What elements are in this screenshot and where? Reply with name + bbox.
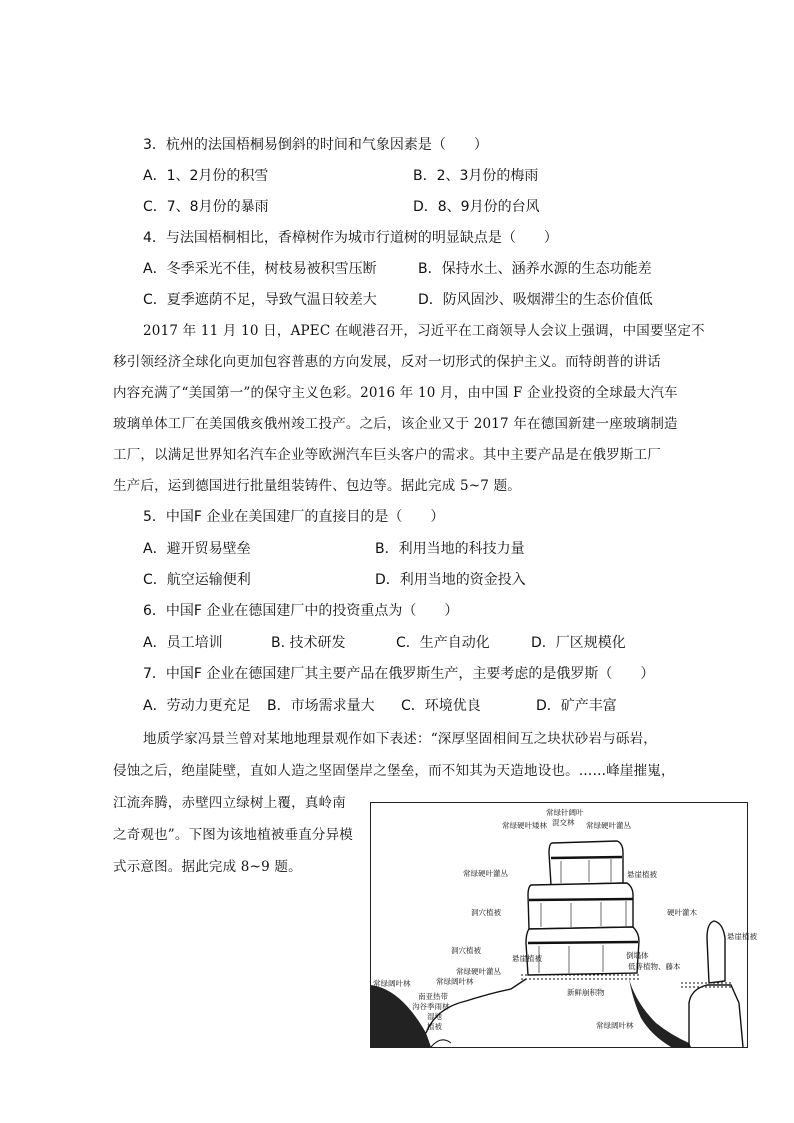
label-cliff-far-right: 悬崖植被 xyxy=(727,932,757,941)
vegetation-vertical-zonation-figure xyxy=(370,802,757,1048)
passage1-line-4: 玻璃单体工厂在美国俄亥俄州竣工投产。之后，该企业又于 2017 年在德国新建一座玻璃制造 xyxy=(113,416,678,432)
label-broadleaf-mid: 常绿阔叶林 xyxy=(436,977,474,986)
valley-floor xyxy=(431,1040,451,1047)
q5-option-d: D．利用当地的资金投入 xyxy=(375,572,526,588)
label-wetland2: 植被 xyxy=(427,1022,442,1031)
label-shrub-lower: 常绿硬叶灌丛 xyxy=(456,967,501,976)
label-shrub-top: 常绿硬叶灌丛 xyxy=(586,821,631,830)
passage2-line-1: 地质学家冯景兰曾对某地地理景观作如下表述：“深厚坚固相间互之块状砂岩与砾岩， xyxy=(143,731,658,747)
label-broadleaf-bottom: 常绿阔叶林 xyxy=(596,1021,634,1030)
question-4-stem: 4．与法国梧桐相比，香樟树作为城市行道树的明显缺点是（ ） xyxy=(143,230,558,246)
question-7-stem: 7．中国F 企业在德国建厂其主要产品在俄罗斯生产，主要考虑的是俄罗斯（ ） xyxy=(143,666,655,682)
label-cave-mid: 洞穴植被 xyxy=(451,946,481,955)
q6-option-c: C．生产自动化 xyxy=(396,635,490,651)
label-hard-shrub-right: 硬叶灌木 xyxy=(667,908,697,917)
label-south-sub1: 南亚热带 xyxy=(418,992,448,1001)
passage2-line-2: 侵蚀之后，绝崖陡壁，直如人造之坚固堡岸之堡垒，而不知其为天造地设也。……峰崖摧嵬， xyxy=(113,763,675,779)
passage1-line-2: 移引领经济全球化向更加包容普惠的方向发展，反对一切形式的保护主义。而特朗普的讲话 xyxy=(113,354,661,370)
q7-option-a: A．劳动力更充足 xyxy=(143,698,251,714)
q5-option-c: C．航空运输便利 xyxy=(143,572,251,588)
passage1-line-3: 内容充满了“美国第一”的保守主义色彩。2016 年 10 月，由中国 F 企业投资的全球最大汽车 xyxy=(113,385,678,401)
passage1-line-6: 生产后，运到德国进行批量组装铸件、包边等。据此完成 5~7 题。 xyxy=(113,478,521,494)
label-top1: 常绿针阔叶 xyxy=(546,808,584,817)
label-hard-forest-top: 常绿硬叶矮林 xyxy=(502,821,547,830)
q5-option-b: B．利用当地的科技力量 xyxy=(375,541,525,557)
label-lower-plants: 低等植物、藤本 xyxy=(628,962,681,971)
q4-option-d: D．防风固沙、吸烟滞尘的生态价值低 xyxy=(418,292,653,308)
q3-option-b: B．2、3月份的梅雨 xyxy=(413,168,539,184)
label-cave-left: 洞穴植被 xyxy=(471,908,501,917)
label-broadleaf-left: 常绿阔叶林 xyxy=(373,979,411,988)
q5-option-a: A．避开贸易壁垒 xyxy=(143,541,251,557)
label-top2: 混交林 xyxy=(552,818,575,827)
label-cliff-right: 悬崖植被 xyxy=(627,870,657,879)
right-rock-pillar xyxy=(707,921,725,983)
right-valley-slope xyxy=(629,979,691,1047)
question-5-stem: 5．中国F 企业在美国建厂的直接目的是（ ） xyxy=(143,509,445,525)
right-terrain-line xyxy=(689,985,743,1047)
q7-option-c: C．环境优良 xyxy=(401,698,481,714)
passage2-line-5: 式示意图。据此完成 8~9 题。 xyxy=(113,859,302,875)
question-6-stem: 6．中国F 企业在德国建厂中的投资重点为（ ） xyxy=(143,603,459,619)
q4-option-b: B．保持水土、涵养水源的生态功能差 xyxy=(418,261,652,277)
central-rock-blocks xyxy=(526,841,639,975)
passage2-line-4: 之奇观也”。下图为该地植被垂直分异模 xyxy=(113,827,354,843)
label-fresh-debris: 新鲜崩积物 xyxy=(567,988,605,997)
q3-option-a: A．1、2月份的积雪 xyxy=(143,168,269,184)
label-south-sub2: 沟谷季雨林 xyxy=(412,1002,450,1011)
passage1-line-1: 2017 年 11 月 10 日，APEC 在岘港召开，习近平在工商领导人会议上强调，中国要坚定不 xyxy=(143,323,705,339)
q3-option-d: D．8、9月份的台风 xyxy=(413,199,540,215)
passage1-line-5: 工厂，以满足世界知名汽车企业等欧洲汽车巨头客户的需求。其中主要产品是在俄罗斯工厂 xyxy=(113,447,661,463)
passage2-line-3: 江流奔腾，赤壁四立绿树上覆，真岭南 xyxy=(113,795,346,811)
q3-option-c: C．7、8月份的暴雨 xyxy=(143,199,269,215)
label-shrub-left: 常绿硬叶灌丛 xyxy=(463,869,508,878)
q7-option-d: D．矿产丰富 xyxy=(536,698,617,714)
label-wetland1: 湿地 xyxy=(427,1012,442,1021)
label-talus: 倒塌体 xyxy=(626,951,649,960)
q4-option-a: A．冬季采光不佳，树枝易被积雪压断 xyxy=(143,261,377,277)
question-3-stem: 3．杭州的法国梧桐易倒斜的时间和气象因素是（ ） xyxy=(143,137,488,153)
ground-dotted-lines xyxy=(521,975,731,987)
label-cliff-mid: 悬崖植被 xyxy=(512,954,542,963)
q7-option-b: B．市场需求量大 xyxy=(267,698,375,714)
vegetation-diagram-svg xyxy=(371,803,757,1047)
q4-option-c: C．夏季遮荫不足，导致气温日较差大 xyxy=(143,292,377,308)
q6-option-b: B. 技术研发 xyxy=(271,635,346,651)
q6-option-a: A．员工培训 xyxy=(143,635,223,651)
q6-option-d: D．厂区规模化 xyxy=(531,635,626,651)
